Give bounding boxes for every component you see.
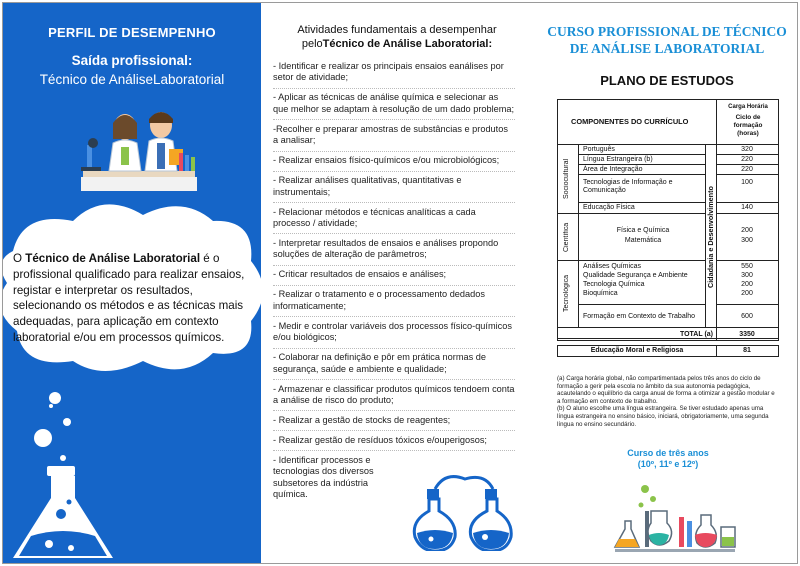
total-hours: 3350 [739, 331, 755, 338]
right-panel [535, 3, 799, 563]
curriculum-table [557, 99, 779, 359]
brochure-page [2, 2, 798, 564]
hours-cell: 220 [741, 166, 753, 173]
heading-part3: pelo [301, 38, 323, 50]
subject-cell: Formação em Contexto de Trabalho [583, 313, 696, 320]
activities-heading [279, 23, 515, 51]
beakers-illustration [405, 471, 517, 551]
career-label: Saída profissional: [71, 53, 193, 68]
table-notes [557, 375, 779, 428]
note-a: (a) Carga horária global, não compartimentada pelos três anos do ciclo de formação a gerir pela escola no âmbito da sua autonomia pedagógica, acautelando o equilíbrio da carga anual de forma a otimizar a gestão modular e a formação em contexto de trabalho. [557, 375, 775, 405]
hours-cell: 600 [741, 313, 753, 320]
list-item: - Identificar processos e tecnologias dos diversos subsetores da indústria química. [273, 455, 374, 500]
subject-cell: Tecnologia Química [583, 281, 645, 288]
heading-part4: Técnico de Análise Laboratorial: [322, 38, 493, 50]
list-item: - Identificar e realizar os principais ensaios eanálises por setor de atividade; [273, 61, 515, 89]
subject-cell: Língua Estrangeira (b) [583, 156, 653, 163]
subject-cell: Matemática [624, 237, 662, 244]
subject-cell: Bioquímica [583, 290, 618, 297]
profile-description [13, 251, 253, 346]
extra-label: Educação Moral e Religiosa [590, 347, 684, 354]
hours-cell: 200 [741, 290, 753, 297]
hours-cell: 100 [741, 179, 753, 186]
total-label: TOTAL (a) [679, 331, 713, 338]
middle-panel [269, 3, 521, 563]
lab-equipment-illustration [605, 475, 745, 555]
list-item: - Realizar gestão de resíduos tóxicos e/ouperigosos; [273, 435, 515, 451]
hours-cell: 320 [741, 146, 753, 153]
header-hours: Carga Horária [728, 104, 768, 110]
heading-part1: Atividades fundamentais [297, 24, 421, 36]
duration-line2: (10º, 11º e 12º) [637, 459, 699, 469]
subject-cell: Educação Física [583, 204, 635, 211]
list-item: - Realizar ensaios físico-químicos e/ou microbiológicos; [273, 155, 515, 171]
list-item: -Recolher e preparar amostras de substâncias e produtos a analisar; [273, 124, 515, 152]
subject-cell: Área de Integração [583, 166, 643, 173]
subject-cell: Qualidade Segurança e Ambiente [583, 272, 688, 279]
extra-hours: 81 [743, 347, 751, 354]
list-item: - Realizar a gestão de stocks de reagentes; [273, 415, 515, 431]
activities-list [273, 61, 515, 508]
list-item: - Realizar análises qualitativas, quantitativas e instrumentais; [273, 175, 515, 203]
cross-label: Cidadania e Desenvolvimento [706, 186, 715, 288]
subject-cell: Tecnologias de Informação e Comunicação [583, 179, 673, 194]
hours-cell: 550 [741, 263, 753, 270]
duration-line1: Curso de três anos [627, 448, 709, 458]
hours-cell: 140 [741, 204, 753, 211]
hours-cell: 220 [741, 156, 753, 163]
list-item: - Colaborar na definição e pôr em prática normas de segurança, saúde e ambiente e qualidade; [273, 352, 515, 380]
note-b: (b) O aluno escolhe uma língua estrangeira. Se tiver estudado apenas uma língua estrangeira no ensino básico, iniciará, obrigatoriamente, uma segunda língua no ensino secundário. [557, 405, 769, 428]
group-cientifica: Científica [563, 222, 570, 252]
list-item: - Relacionar métodos e técnicas analíticas a cada processo / atividade; [273, 207, 515, 235]
list-item: - Armazenar e classificar produtos químicos tendoem conta a análise de risco do produto; [273, 384, 515, 412]
subject-cell: Análises Químicas [583, 263, 641, 270]
course-title-line2: DE ANÁLISE LABORATORIAL [569, 41, 765, 56]
desc-bold: Técnico de Análise Laboratorial [25, 252, 201, 265]
group-tecnologica: Tecnológica [563, 275, 570, 313]
header-cycle: Ciclo de formação (horas) [733, 114, 763, 137]
scientists-illustration [73, 93, 203, 193]
list-item: - Realizar o tratamento e o processamento dedados informaticamente; [273, 289, 515, 317]
career-name: Técnico de AnáliseLaboratorial [39, 72, 225, 87]
list-item: - Interpretar resultados de ensaios e análises propondo soluções de alteração de parâmetros; [273, 238, 515, 266]
course-duration [557, 448, 779, 470]
subject-cell: Física e Química [616, 227, 670, 234]
profile-title: PERFIL DE DESEMPENHO [48, 25, 216, 40]
group-sociocultural: Sociocultural [563, 158, 570, 200]
hours-cell: 200 [741, 281, 753, 288]
list-item: - Aplicar as técnicas de análise química e selecionar as que melhor se adaptam à resolução de um dado problema; [273, 92, 515, 120]
desc-rest: é o profissional qualificado para realizar ensaios, registar e interpretar os resultados, selecionando os métodos e as técnicas mais adequadas, para aplicação em contexto laboratorial e/ou em processos químicos. [13, 252, 245, 344]
course-title-line1: CURSO PROFISSIONAL DE TÉCNICO [547, 24, 787, 39]
list-item: - Medir e controlar variáveis dos processos físico-químicos e/ou biológicos; [273, 321, 515, 349]
hours-cell: 200 [741, 227, 753, 234]
left-panel [3, 3, 261, 563]
desc-prefix: O [13, 252, 26, 265]
course-title [535, 23, 799, 57]
hours-cell: 300 [741, 237, 753, 244]
plan-title: PLANO DE ESTUDOS [600, 73, 734, 88]
hours-cell: 300 [741, 272, 753, 279]
list-item: - Criticar resultados de ensaios e análises; [273, 269, 515, 285]
header-components: COMPONENTES DO CURRÍCULO [571, 117, 689, 126]
subject-cell: Português [583, 146, 615, 153]
flask-illustration [3, 378, 261, 563]
heading-part2: a desempenhar [420, 24, 497, 36]
